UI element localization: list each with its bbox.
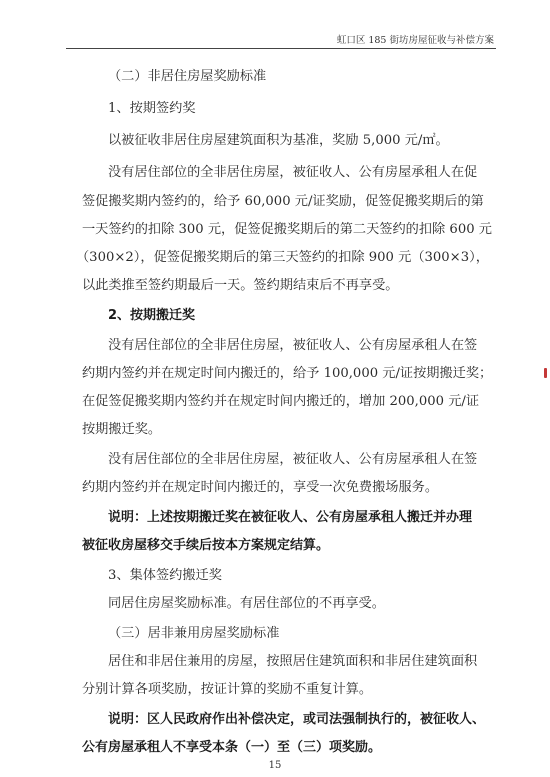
paragraph-line: 约期内签约并在规定时间内搬迁的，给予 100,000 元/证按期搬迁奖； xyxy=(82,366,493,381)
subheading-signing-reward: 1、按期签约奖 xyxy=(108,101,196,116)
page-number: 15 xyxy=(268,760,282,771)
subheading-moving-reward: 2、按期搬迁奖 xyxy=(108,308,196,323)
paragraph-line: 没有居住部位的全非居住房屋，被征收人、公有房屋承租人在促 xyxy=(108,165,478,180)
header-divider xyxy=(66,48,496,49)
paragraph-line: 按期搬迁奖。 xyxy=(82,422,162,437)
note-paragraph-line: 公有房屋承租人不享受本条（一）至（三）项奖励。 xyxy=(82,740,382,755)
paragraph-line: 签促搬奖期内签约的，给予 60,000 元/证奖励，促签促搬奖期后的第 xyxy=(82,194,484,209)
running-header: 虹口区 185 街坊房屋征收与补偿方案 xyxy=(336,35,494,46)
subheading-collective-signing-reward: 3、集体签约搬迁奖 xyxy=(108,568,222,583)
note-paragraph-line: 说明：区人民政府作出补偿决定，或司法强制执行的，被征收人、 xyxy=(108,712,486,727)
paragraph-line: 约期内签约并在规定时间内搬迁的，享受一次免费搬场服务。 xyxy=(82,480,439,495)
note-paragraph-line: 说明：上述按期搬迁奖在被征收人、公有房屋承租人搬迁并办理 xyxy=(108,510,473,525)
section-heading-non-residential: （二）非居住房屋奖励标准 xyxy=(108,69,267,84)
paragraph-line: 居住和非居住兼用的房屋，按照居住建筑面积和非居住建筑面积 xyxy=(108,654,478,669)
paragraph-line: 同居住房屋奖励标准。有居住部位的不再享受。 xyxy=(108,596,385,611)
paragraph-line: 一天签约的扣除 300 元，促签促搬奖期后的第二天签约的扣除 600 元 xyxy=(82,222,492,237)
paragraph-line: （300×2），促签促搬奖期后的第三天签约的扣除 900 元（300×3）， xyxy=(76,250,489,265)
edge-stamp-mark xyxy=(544,368,547,378)
paragraph-line: 没有居住部位的全非居住房屋，被征收人、公有房屋承租人在签 xyxy=(108,338,478,353)
paragraph-line: 以此类推至签约期最后一天。签约期结束后不再享受。 xyxy=(82,278,399,293)
note-paragraph-line: 被征收房屋移交手续后按本方案规定结算。 xyxy=(82,538,330,553)
section-heading-mixed-use: （三）居非兼用房屋奖励标准 xyxy=(108,626,280,641)
paragraph-line: 没有居住部位的全非居住房屋，被征收人、公有房屋承租人在签 xyxy=(108,452,478,467)
paragraph-line: 以被征收非居住房屋建筑面积为基准，奖励 5,000 元/㎡。 xyxy=(108,133,449,148)
paragraph-line: 在促签促搬奖期内签约并在规定时间内搬迁的，增加 200,000 元/证 xyxy=(82,394,480,409)
paragraph-line: 分别计算各项奖励，按证计算的奖励不重复计算。 xyxy=(82,682,373,697)
